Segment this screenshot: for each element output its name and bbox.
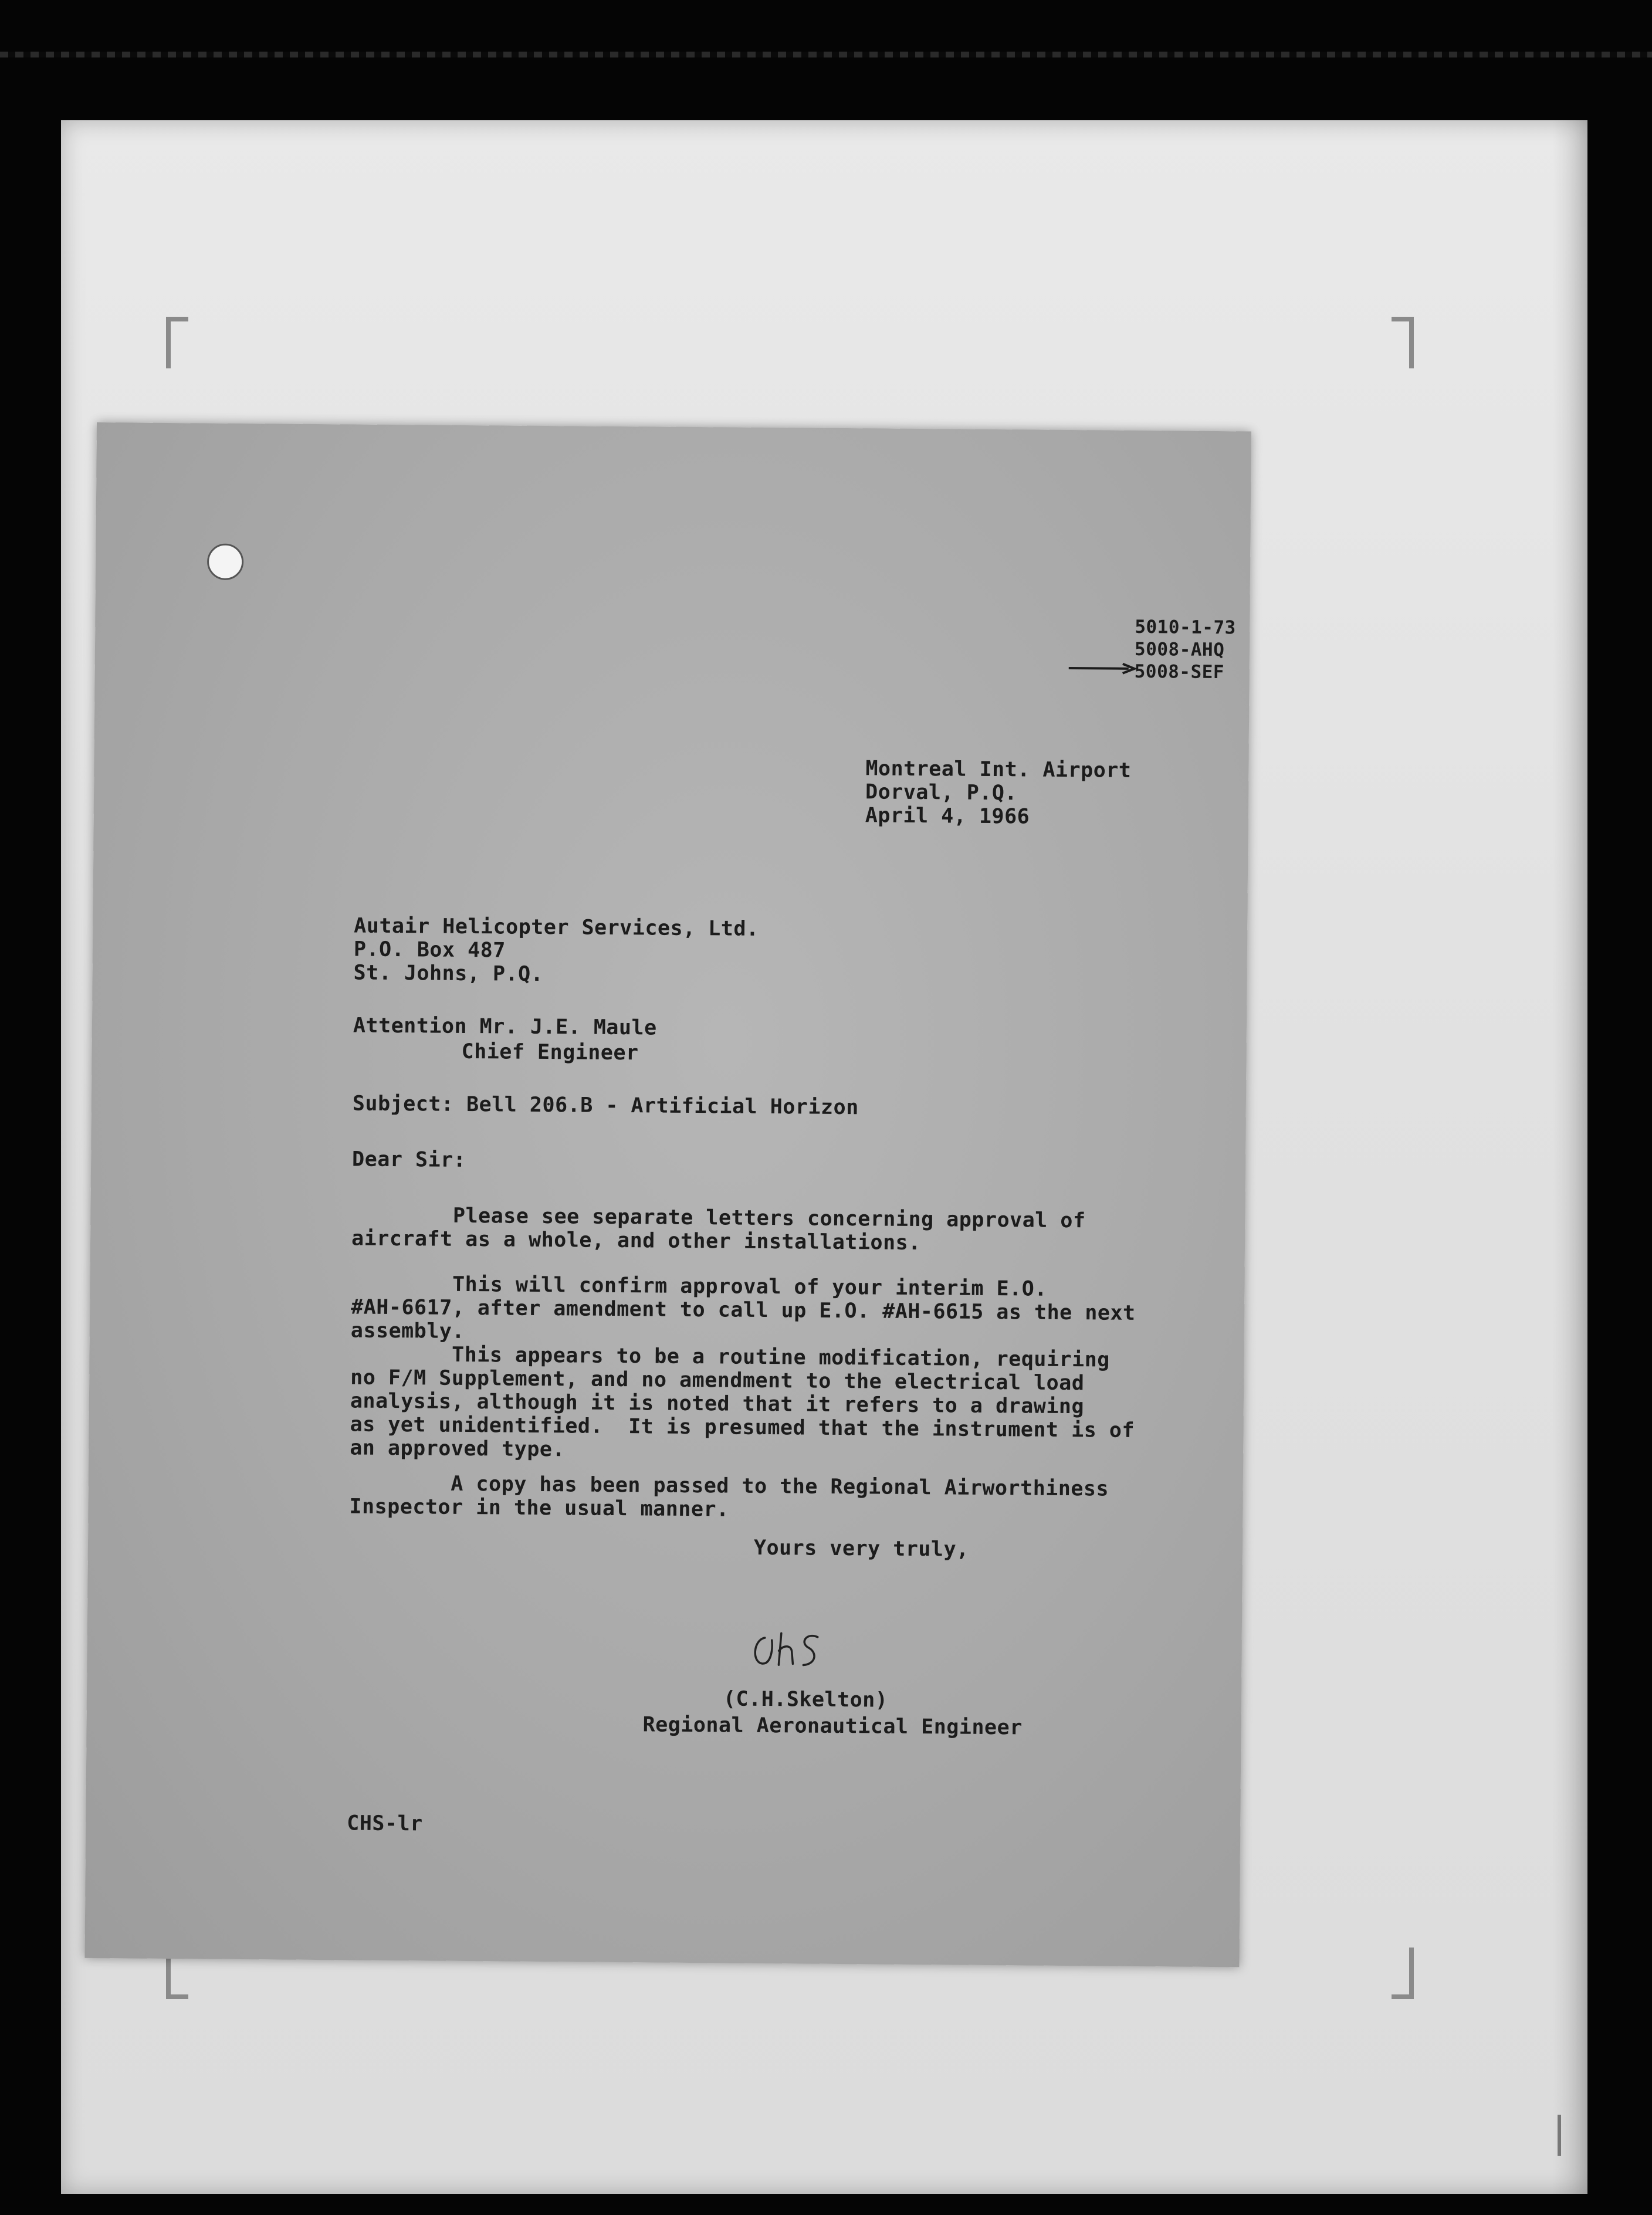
body-paragraph: Please see separate letters concerning approval of aircraft as a whole, and other installations. <box>351 1203 1086 1255</box>
backing-shadow <box>1552 120 1587 2194</box>
scan-edge-mark <box>1558 2115 1576 2156</box>
crop-mark-top-left <box>166 317 188 368</box>
crop-mark-top-right <box>1392 317 1414 368</box>
recipient-line: Autair Helicopter Services, Ltd. <box>354 914 759 941</box>
punch-hole <box>207 543 243 580</box>
salutation: Dear Sir: <box>351 1147 466 1172</box>
file-ref: 5008-AHQ <box>1134 638 1225 661</box>
subject-line: Subject: Bell 206.B - Artificial Horizon <box>352 1092 859 1120</box>
recipient-address <box>353 914 759 987</box>
file-ref: 5010-1-73 <box>1135 616 1236 639</box>
scan-edge <box>0 52 1652 57</box>
letter-page <box>84 422 1251 1967</box>
file-ref: 5008-SEF <box>1134 661 1225 683</box>
closing: Yours very truly, <box>753 1536 969 1562</box>
sender-address <box>865 757 1132 829</box>
signer-name: (C.H.Skelton) <box>723 1687 888 1712</box>
sender-line: Montreal Int. Airport <box>865 757 1132 783</box>
sender-line: Dorval, P.Q. <box>865 780 1018 805</box>
body-paragraph: This appears to be a routine modification, requiring no F/M Supplement, and no amendment to the electrical load analysis, although it is noted that it refers to a drawing as yet unidentified. It is presumed that the instrument is of an approved type. <box>350 1342 1135 1462</box>
body-paragraph: This will confirm approval of your interim E.O. #AH-6617, after amendment to call up E.O. #AH-6615 as the next assembly. <box>350 1272 1136 1343</box>
reference-initials: CHS-lr <box>347 1811 423 1836</box>
recipient-line: P.O. Box 487 <box>353 937 506 963</box>
body-paragraph: A copy has been passed to the Regional Airworthiness Inspector in the usual manner. <box>349 1471 1109 1522</box>
recipient-line: St. Johns, P.Q. <box>353 961 544 987</box>
file-references <box>1135 616 1236 683</box>
attention-line: Attention Mr. J.E. Maule <box>353 1014 657 1040</box>
handwritten-signature <box>747 1627 835 1675</box>
crop-mark-bottom-right <box>1392 1948 1414 1999</box>
signer-title: Regional Aeronautical Engineer <box>642 1713 1023 1740</box>
file-ref-arrow-icon <box>1068 662 1138 675</box>
attention-title: Chief Engineer <box>461 1039 639 1065</box>
letter-date: April 4, 1966 <box>865 804 1030 829</box>
